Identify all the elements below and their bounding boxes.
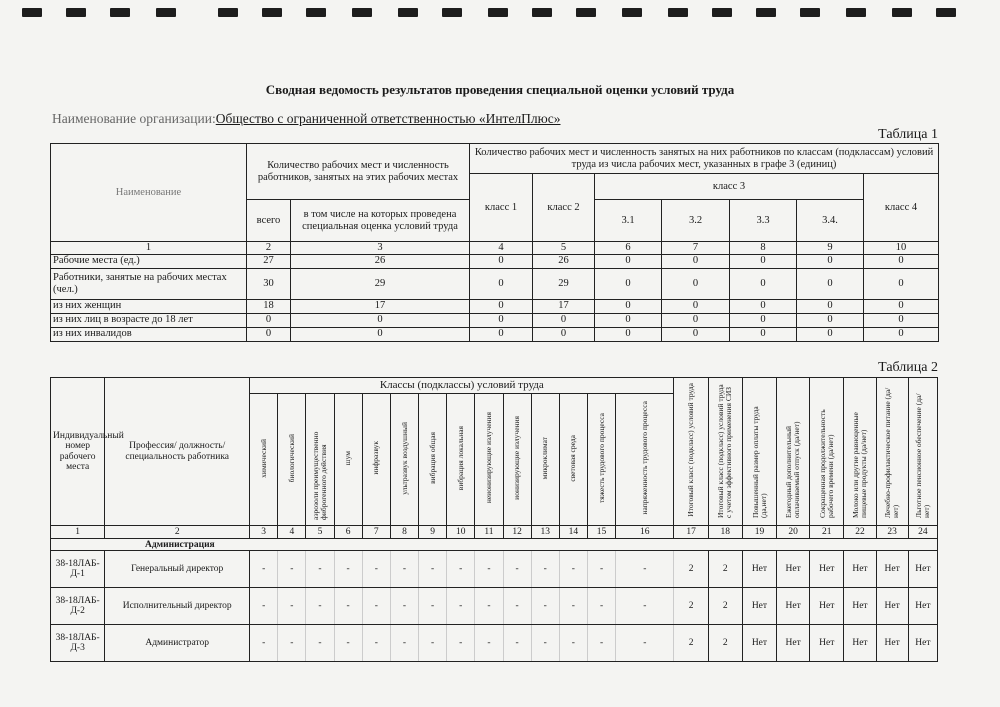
t2-column-number: 15 [587,526,615,539]
t1-cell: 0 [533,313,595,327]
t2-header-factor-label: шум [343,450,353,466]
t2-factor-cell: - [334,551,362,588]
t1-row-name: Рабочие места (ед.) [51,254,247,268]
t1-header-class1: класс 1 [470,174,533,242]
t2-extra-cell: 2 [708,625,742,662]
t2-profession: Администратор [105,625,250,662]
t1-column-number: 3 [291,242,470,255]
t2-header-extra-label: Молоко или другие равноценные пищевые продукты (да/нет) [851,412,868,518]
t2-factor-cell: - [447,588,475,625]
t2-header-extra [908,378,937,526]
t2-column-number: 20 [777,526,810,539]
t2-factor-cell: - [559,625,587,662]
t2-column-number: 16 [616,526,674,539]
t1-cell: 26 [533,254,595,268]
t2-column-number: 9 [419,526,447,539]
t2-extra-cell: 2 [708,551,742,588]
workplaces-table [50,377,938,662]
t2-header-factor-label: неионизирующие излучения [483,412,493,504]
t2-factor-cell: - [531,551,559,588]
t1-cell: 0 [595,268,662,299]
t2-factor-cell: - [362,588,390,625]
t1-cell: 0 [470,268,533,299]
t2-factor-cell: - [447,625,475,662]
t2-factor-cell: - [419,551,447,588]
t2-header-factor [362,394,390,526]
binding-hole [846,8,866,17]
t1-cell: 0 [662,254,730,268]
t2-column-number: 1 [51,526,105,539]
t2-header-factor-label: вибрация общая [427,432,437,484]
t2-extra-cell: 2 [708,588,742,625]
t2-factor-cell: - [390,551,418,588]
t2-header-factor-label: тяжесть трудового процесса [596,413,606,503]
t1-row-name: из них инвалидов [51,327,247,341]
t2-column-number: 6 [334,526,362,539]
t2-extra-cell: Нет [844,551,876,588]
t1-column-number: 5 [533,242,595,255]
t1-cell: 17 [533,299,595,313]
t2-header-factor [390,394,418,526]
t2-header-extra-label: Сокращенная продолжительность рабочего времени (да/нет) [817,409,835,518]
t2-workplace-id: 38-18ЛАБ-Д-1 [51,551,105,588]
t2-factor-cell: - [250,625,278,662]
t2-factor-cell: - [587,551,615,588]
t1-cell: 0 [797,268,864,299]
binding-hole [306,8,326,17]
t2-column-number: 7 [362,526,390,539]
t2-factor-cell: - [306,588,334,625]
binding-hole [800,8,820,17]
t2-factor-cell: - [587,625,615,662]
t2-column-number: 3 [250,526,278,539]
t1-column-number: 7 [662,242,730,255]
t1-column-number: 8 [730,242,797,255]
t2-header-factor-label: вибрация локальная [455,425,465,491]
binding-hole [936,8,956,17]
t1-cell: 0 [730,254,797,268]
t2-header-factor-label: напряженность трудового процесса [639,401,649,515]
t2-extra-cell: Нет [742,625,776,662]
t1-row [51,254,939,268]
binding-hole [622,8,642,17]
t1-row-name: из них лиц в возрасте до 18 лет [51,313,247,327]
t2-column-number: 4 [278,526,306,539]
binding-hole [66,8,86,17]
t1-cell: 0 [730,299,797,313]
t1-header-group-a: Количество рабочих мест и численность работников, занятых на этих рабочих местах [247,144,470,200]
t2-extra-cell: 2 [674,588,708,625]
t2-extra-cell: Нет [908,588,937,625]
t1-cell: 17 [291,299,470,313]
t2-extra-cell: Нет [908,551,937,588]
t1-column-number: 9 [797,242,864,255]
t1-row-name: из них женщин [51,299,247,313]
t1-column-number: 10 [864,242,939,255]
t2-factor-cell: - [419,588,447,625]
t2-factor-cell: - [559,551,587,588]
binding-hole [488,8,508,17]
t2-extra-cell: 2 [674,551,708,588]
t2-factor-cell: - [503,551,531,588]
t1-cell: 0 [864,299,939,313]
t2-header-factor-label: световая среда [568,434,578,482]
t2-column-number: 22 [844,526,876,539]
t2-factor-cell: - [390,625,418,662]
t2-factor-cell: - [278,588,306,625]
t2-column-number: 24 [908,526,937,539]
t1-cell: 0 [662,313,730,327]
t2-header-factor [559,394,587,526]
t1-row [51,299,939,313]
t2-header-extra-label: Повышенный размер оплаты труда (да,нет) [750,406,768,518]
t2-header-factor [616,394,674,526]
t2-header-extra [742,378,776,526]
t1-cell: 0 [730,327,797,341]
t2-column-number: 10 [447,526,475,539]
table2-label: Таблица 2 [878,360,938,375]
t2-extra-cell: Нет [777,588,810,625]
binding-hole [22,8,42,17]
t1-cell: 0 [797,299,864,313]
binding-hole [398,8,418,17]
t2-header-extra-label: Итоговый класс (подкласс) условий труда с учетом эффективного применения СИЗ [716,384,734,518]
t1-cell: 18 [247,299,291,313]
t2-column-number: 2 [105,526,250,539]
t1-column-number: 1 [51,242,247,255]
t1-cell: 0 [291,327,470,341]
t1-cell: 0 [730,313,797,327]
summary-table [50,143,939,342]
t2-header-extra [810,378,844,526]
t2-header-extra [708,378,742,526]
t2-factor-cell: - [362,625,390,662]
t2-column-number: 11 [475,526,503,539]
t1-row-name: Работники, занятые на рабочих местах (чел.) [51,268,247,299]
t1-cell: 0 [595,254,662,268]
t2-factor-cell: - [278,551,306,588]
t1-cell: 29 [533,268,595,299]
t2-row [51,588,938,625]
t2-header-factor [587,394,615,526]
t2-header-factor [531,394,559,526]
binding-hole [668,8,688,17]
t1-cell: 0 [291,313,470,327]
t1-cell: 29 [291,268,470,299]
binding-holes [0,8,1000,22]
t2-factor-cell: - [250,551,278,588]
t1-cell: 30 [247,268,291,299]
t1-cell: 0 [864,327,939,341]
t2-header-factor-label: инфразвук [371,441,381,475]
t1-header-total: всего [247,200,291,242]
t2-extra-cell: Нет [876,625,908,662]
t2-factor-cell: - [616,588,674,625]
t2-header-factor [278,394,306,526]
t2-extra-cell: Нет [742,551,776,588]
t1-cell: 0 [470,313,533,327]
t2-extra-cell: Нет [876,551,908,588]
t1-cell: 0 [864,254,939,268]
t1-cell: 0 [470,327,533,341]
t2-factor-cell: - [334,625,362,662]
t2-factor-cell: - [390,588,418,625]
t2-header-extra [777,378,810,526]
t2-header-factor-label: микроклимат [540,436,550,480]
t1-cell: 0 [662,268,730,299]
t1-header-assessed: в том числе на которых проведена специальная оценка условий труда [291,200,470,242]
organization-line [52,111,561,127]
t1-cell: 0 [662,327,730,341]
t2-section-header: Администрация [51,539,938,551]
t2-factor-cell: - [306,625,334,662]
t2-factor-cell: - [475,551,503,588]
t1-cell: 0 [797,327,864,341]
t2-header-extra-label: Итоговый класс (подкласс) условий труда [686,383,696,517]
binding-hole [156,8,176,17]
binding-hole [576,8,596,17]
organization-label: Наименование организации: [52,111,216,126]
t2-column-number: 13 [531,526,559,539]
t2-extra-cell: 2 [674,625,708,662]
t2-factor-cell: - [531,625,559,662]
t1-column-number: 6 [595,242,662,255]
t2-factor-cell: - [616,625,674,662]
t2-header-extra-label: Льготное пенсионное обеспечение (да/нет) [913,393,931,518]
t1-header-class4: класс 4 [864,174,939,242]
t1-column-number: 4 [470,242,533,255]
t1-cell: 0 [247,313,291,327]
t2-profession: Генеральный директор [105,551,250,588]
t2-column-number: 18 [708,526,742,539]
t1-header-class3: класс 3 [595,174,864,200]
t1-cell: 0 [662,299,730,313]
t2-extra-cell: Нет [777,625,810,662]
t2-factor-cell: - [559,588,587,625]
t1-header-class2: класс 2 [533,174,595,242]
t1-cell: 0 [247,327,291,341]
t2-factor-cell: - [587,588,615,625]
t2-extra-cell: Нет [844,625,876,662]
t2-header-factor [334,394,362,526]
t2-header-id: Индивидуальный номер рабочего места [51,378,105,526]
t1-cell: 0 [797,313,864,327]
organization-name: Общество с ограниченной ответственностью «ИнтелПлюс» [215,111,561,126]
t2-header-factor-label: ионизирующие излучения [512,416,522,500]
t2-column-number: 5 [306,526,334,539]
t2-factor-cell: - [334,588,362,625]
t2-factor-cell: - [362,551,390,588]
t2-factor-cell: - [503,588,531,625]
t2-header-extra [876,378,908,526]
t2-factor-cell: - [616,551,674,588]
t2-header-extra-label: Лечебно-профилактическое питание (да/нет) [883,387,901,518]
t1-cell: 0 [533,327,595,341]
binding-hole [532,8,552,17]
binding-hole [756,8,776,17]
t2-header-factor [306,394,334,526]
t2-column-number: 17 [674,526,708,539]
t2-extra-cell: Нет [810,551,844,588]
t2-header-factor [419,394,447,526]
t2-extra-cell: Нет [810,588,844,625]
t2-extra-cell: Нет [844,588,876,625]
t2-column-number: 21 [810,526,844,539]
t2-factor-cell: - [419,625,447,662]
t1-cell: 0 [864,313,939,327]
t2-factor-cell: - [306,551,334,588]
t2-header-factor [503,394,531,526]
t2-factor-cell: - [531,588,559,625]
t1-cell: 26 [291,254,470,268]
t1-cell: 0 [595,299,662,313]
t2-factor-cell: - [250,588,278,625]
binding-hole [892,8,912,17]
binding-hole [442,8,462,17]
t2-factor-cell: - [278,625,306,662]
document-title: Сводная ведомость результатов проведения специальной оценки условий труда [265,82,735,97]
t1-cell: 27 [247,254,291,268]
t2-header-factor [447,394,475,526]
t2-profession: Исполнительный директор [105,588,250,625]
t2-extra-cell: Нет [810,625,844,662]
t2-row [51,625,938,662]
t2-row [51,551,938,588]
t1-cell: 0 [730,268,797,299]
t2-header-extra-label: Ежегодный дополнительный оплачиваемый отпуск (да/нет) [784,421,802,518]
binding-hole [712,8,732,17]
t2-header-extra [844,378,876,526]
t1-row [51,327,939,341]
t1-row [51,268,939,299]
binding-hole [352,8,372,17]
t2-column-number: 19 [742,526,776,539]
t2-column-number: 12 [503,526,531,539]
t1-header-sub33: 3.3 [730,200,797,242]
t2-factor-cell: - [475,625,503,662]
t2-header-extra [674,378,708,526]
t1-header-name: Наименование [51,144,247,242]
t2-workplace-id: 38-18ЛАБ-Д-2 [51,588,105,625]
t1-header-sub34: 3.4. [797,200,864,242]
t1-cell: 0 [797,254,864,268]
t2-column-number: 23 [876,526,908,539]
t2-header-classes: Классы (подклассы) условий труда [250,378,674,394]
t2-factor-cell: - [447,551,475,588]
binding-hole [110,8,130,17]
t2-header-factor-label: биологический [286,433,296,483]
t2-column-number: 8 [390,526,418,539]
t2-header-factor-label: ультразвук воздушный [399,421,409,495]
binding-hole [262,8,282,17]
t1-cell: 0 [864,268,939,299]
binding-hole [218,8,238,17]
t1-header-group-b: Количество рабочих мест и численность занятых на них работников по классам (подклассам) условий труда из числа рабочих мест, указанных в графе 3 (единиц) [470,144,939,174]
t2-header-factor-label: химический [258,438,268,478]
t2-factor-cell: - [475,588,503,625]
t1-cell: 0 [470,254,533,268]
t1-column-number: 2 [247,242,291,255]
t1-header-sub31: 3.1 [595,200,662,242]
t2-extra-cell: Нет [908,625,937,662]
t2-workplace-id: 38-18ЛАБ-Д-3 [51,625,105,662]
t2-header-factor-label: аэрозоли преимущественно фиброгенного действия [311,431,328,520]
t2-factor-cell: - [503,625,531,662]
t2-extra-cell: Нет [876,588,908,625]
table1-label: Таблица 1 [878,127,938,142]
t2-extra-cell: Нет [742,588,776,625]
t2-header-profession: Профессия/ должность/ специальность работника [105,378,250,526]
t1-row [51,313,939,327]
t2-extra-cell: Нет [777,551,810,588]
t2-header-factor [250,394,278,526]
t2-column-number: 14 [559,526,587,539]
t1-cell: 0 [595,313,662,327]
t2-header-factor [475,394,503,526]
t1-cell: 0 [595,327,662,341]
t1-cell: 0 [470,299,533,313]
t1-header-sub32: 3.2 [662,200,730,242]
